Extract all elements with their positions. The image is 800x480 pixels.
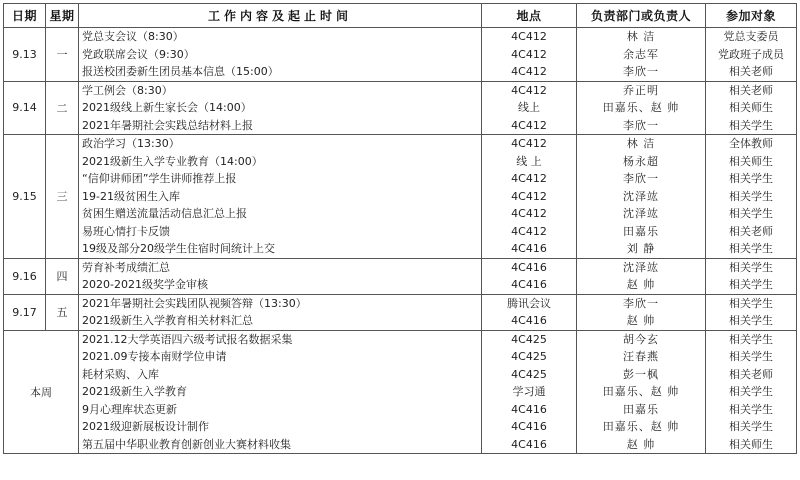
schedule-body	[4, 28, 797, 454]
task-place: 学习通	[512, 385, 546, 398]
header-person: 负责部门或负责人	[577, 4, 706, 28]
task-person: 赵 帅	[626, 314, 656, 327]
header-row	[4, 4, 797, 28]
task-target: 相关师生	[729, 154, 773, 168]
task-place: 4C412	[511, 118, 547, 132]
task-place-cell	[482, 258, 577, 294]
task-place: 4C416	[511, 420, 547, 433]
task-place: 4C425	[511, 332, 547, 346]
task-content: 易班心情打卡反馈	[82, 224, 170, 238]
day-weekday: 二	[46, 81, 79, 135]
task-target: 相关学生	[729, 172, 773, 185]
task-target: 相关师生	[729, 101, 773, 114]
task-place: 4C412	[511, 30, 547, 43]
task-place: 4C416	[511, 278, 547, 291]
task-place: 线 上	[516, 154, 542, 168]
task-person: 汪春燕	[623, 350, 659, 363]
task-content: 第五届中华职业教育创新创业大赛材料收集	[82, 437, 291, 451]
task-person: 胡今玄	[623, 332, 659, 346]
day-weekday: 四	[46, 258, 79, 294]
task-person-cell	[577, 135, 706, 259]
task-person: 李欣一	[623, 65, 659, 78]
task-content: 2021级新生入学教育相关材料汇总	[82, 314, 253, 327]
task-target: 党政班子成员	[718, 47, 784, 61]
day-date: 9.17	[4, 294, 46, 330]
task-person: 赵 帅	[626, 437, 656, 451]
task-place: 4C412	[511, 189, 547, 203]
task-person: 沈泽竑	[623, 260, 659, 274]
task-person: 田嘉乐	[623, 224, 659, 238]
task-target: 相关师生	[729, 437, 773, 451]
task-person-cell	[577, 28, 706, 82]
task-place: 4C416	[511, 260, 547, 274]
task-target: 相关学生	[729, 278, 773, 291]
task-person: 田嘉乐	[623, 402, 659, 416]
task-target: 相关学生	[729, 402, 773, 416]
task-place: 4C412	[511, 172, 547, 185]
task-person-cell	[577, 81, 706, 135]
header-content: 工作内容及起止时间	[79, 4, 482, 28]
task-target-cell	[706, 135, 797, 259]
task-content-cell	[79, 258, 482, 294]
task-target: 相关学生	[729, 314, 773, 327]
task-place: 4C412	[511, 224, 547, 238]
task-target-cell	[706, 28, 797, 82]
task-person: 乔正明	[623, 83, 659, 97]
task-target-cell	[706, 258, 797, 294]
task-content: 19级及部分20级学生住宿时间统计上交	[82, 242, 275, 255]
task-person: 李欣一	[623, 296, 659, 310]
task-person: 彭一枫	[623, 367, 659, 381]
day-group-row	[4, 258, 797, 294]
task-person: 林 洁	[626, 137, 656, 150]
task-person-cell	[577, 330, 706, 454]
task-person: 沈泽竑	[623, 189, 659, 203]
task-person: 李欣一	[623, 118, 659, 132]
task-person: 赵 帅	[626, 278, 656, 291]
task-place: 线上	[518, 101, 540, 114]
task-content-cell	[79, 28, 482, 82]
task-content: 报送校团委新生团员基本信息（15:00）	[82, 65, 279, 78]
day-date: 9.13	[4, 28, 46, 82]
day-weekday: 五	[46, 294, 79, 330]
day-group-row	[4, 81, 797, 135]
task-person: 刘 静	[626, 242, 656, 255]
task-content: 2021年暑期社会实践团队视频答辩（13:30）	[82, 296, 307, 310]
task-content-cell	[79, 135, 482, 259]
day-date: 9.15	[4, 135, 46, 259]
task-content: 党总支会议（8:30）	[82, 30, 184, 43]
task-content: 2020-2021级奖学金审核	[82, 278, 208, 291]
day-group-row	[4, 28, 797, 82]
task-target: 全体教师	[729, 137, 773, 150]
task-place: 4C412	[511, 65, 547, 78]
task-place: 4C416	[511, 242, 547, 255]
weekly-schedule-table	[3, 3, 797, 454]
day-group-row	[4, 330, 797, 454]
task-content: 党政联席会议（9:30）	[82, 47, 195, 61]
header-date: 日期	[4, 4, 46, 28]
task-content: “信仰讲师团”学生讲师推荐上报	[82, 172, 237, 185]
task-person: 田嘉乐、赵 帅	[602, 385, 680, 398]
task-place: 4C412	[511, 207, 547, 220]
task-content: 2021级新生入学专业教育（14:00）	[82, 154, 263, 168]
task-content-cell	[79, 81, 482, 135]
task-place: 4C416	[511, 437, 547, 451]
task-person: 林 洁	[626, 30, 656, 43]
task-place: 4C412	[511, 137, 547, 150]
task-person: 余志军	[623, 47, 659, 61]
task-target: 相关学生	[729, 385, 773, 398]
task-place-cell	[482, 294, 577, 330]
day-group-row	[4, 135, 797, 259]
task-content: 9月心理库状态更新	[82, 402, 177, 416]
task-place: 4C412	[511, 47, 547, 61]
task-target: 相关老师	[729, 83, 773, 97]
task-content: 2021年暑期社会实践总结材料上报	[82, 118, 253, 132]
task-target-cell	[706, 81, 797, 135]
task-content: 耗材采购、入库	[82, 367, 159, 381]
day-date: 9.16	[4, 258, 46, 294]
day-date: 本周	[4, 330, 79, 454]
task-target: 党总支委员	[723, 30, 779, 43]
task-place: 4C412	[511, 83, 547, 97]
task-content-cell	[79, 294, 482, 330]
task-target: 相关老师	[729, 367, 773, 381]
header-place: 地点	[482, 4, 577, 28]
task-target: 相关老师	[729, 65, 773, 78]
task-person-cell	[577, 294, 706, 330]
task-target: 相关学生	[729, 296, 773, 310]
task-content: 2021级新生入学教育	[82, 385, 187, 398]
task-place-cell	[482, 135, 577, 259]
task-target: 相关学生	[729, 420, 773, 433]
task-target: 相关学生	[729, 350, 773, 363]
task-content: 劳育补考成绩汇总	[82, 260, 170, 274]
task-place: 4C416	[511, 402, 547, 416]
task-target: 相关学生	[729, 260, 773, 274]
task-content: 政治学习（13:30）	[82, 137, 180, 150]
task-place: 腾讯会议	[507, 296, 551, 310]
day-date: 9.14	[4, 81, 46, 135]
task-person: 田嘉乐、赵 帅	[602, 101, 680, 114]
task-person: 田嘉乐、赵 帅	[602, 420, 680, 433]
task-content-cell	[79, 330, 482, 454]
task-content: 2021.09专接本南财学位申请	[82, 350, 227, 363]
task-content: 贫困生赠送流量活动信息汇总上报	[82, 207, 247, 220]
task-place: 4C416	[511, 314, 547, 327]
task-person: 李欣一	[623, 172, 659, 185]
task-place-cell	[482, 330, 577, 454]
task-target: 相关学生	[729, 207, 773, 220]
task-place: 4C425	[511, 350, 547, 363]
task-content: 2021级线上新生家长会（14:00）	[82, 101, 252, 114]
task-target-cell	[706, 330, 797, 454]
day-group-row	[4, 294, 797, 330]
header-target: 参加对象	[706, 4, 797, 28]
task-person: 沈泽竑	[623, 207, 659, 220]
task-person-cell	[577, 258, 706, 294]
task-content: 2021级迎新展板设计制作	[82, 420, 209, 433]
task-target: 相关学生	[729, 189, 773, 203]
task-place-cell	[482, 28, 577, 82]
task-content: 19-21级贫困生入库	[82, 189, 180, 203]
task-target: 相关学生	[729, 118, 773, 132]
task-target: 相关学生	[729, 332, 773, 346]
header-weekday: 星期	[46, 4, 79, 28]
task-content: 2021.12大学英语四六级考试报名数据采集	[82, 332, 293, 346]
day-weekday: 三	[46, 135, 79, 259]
task-place: 4C425	[511, 367, 547, 381]
task-place-cell	[482, 81, 577, 135]
task-target: 相关学生	[729, 242, 773, 255]
task-target-cell	[706, 294, 797, 330]
day-weekday: 一	[46, 28, 79, 82]
task-target: 相关老师	[729, 224, 773, 238]
task-content: 学工例会（8:30）	[82, 83, 173, 97]
task-person: 杨永超	[623, 154, 659, 168]
